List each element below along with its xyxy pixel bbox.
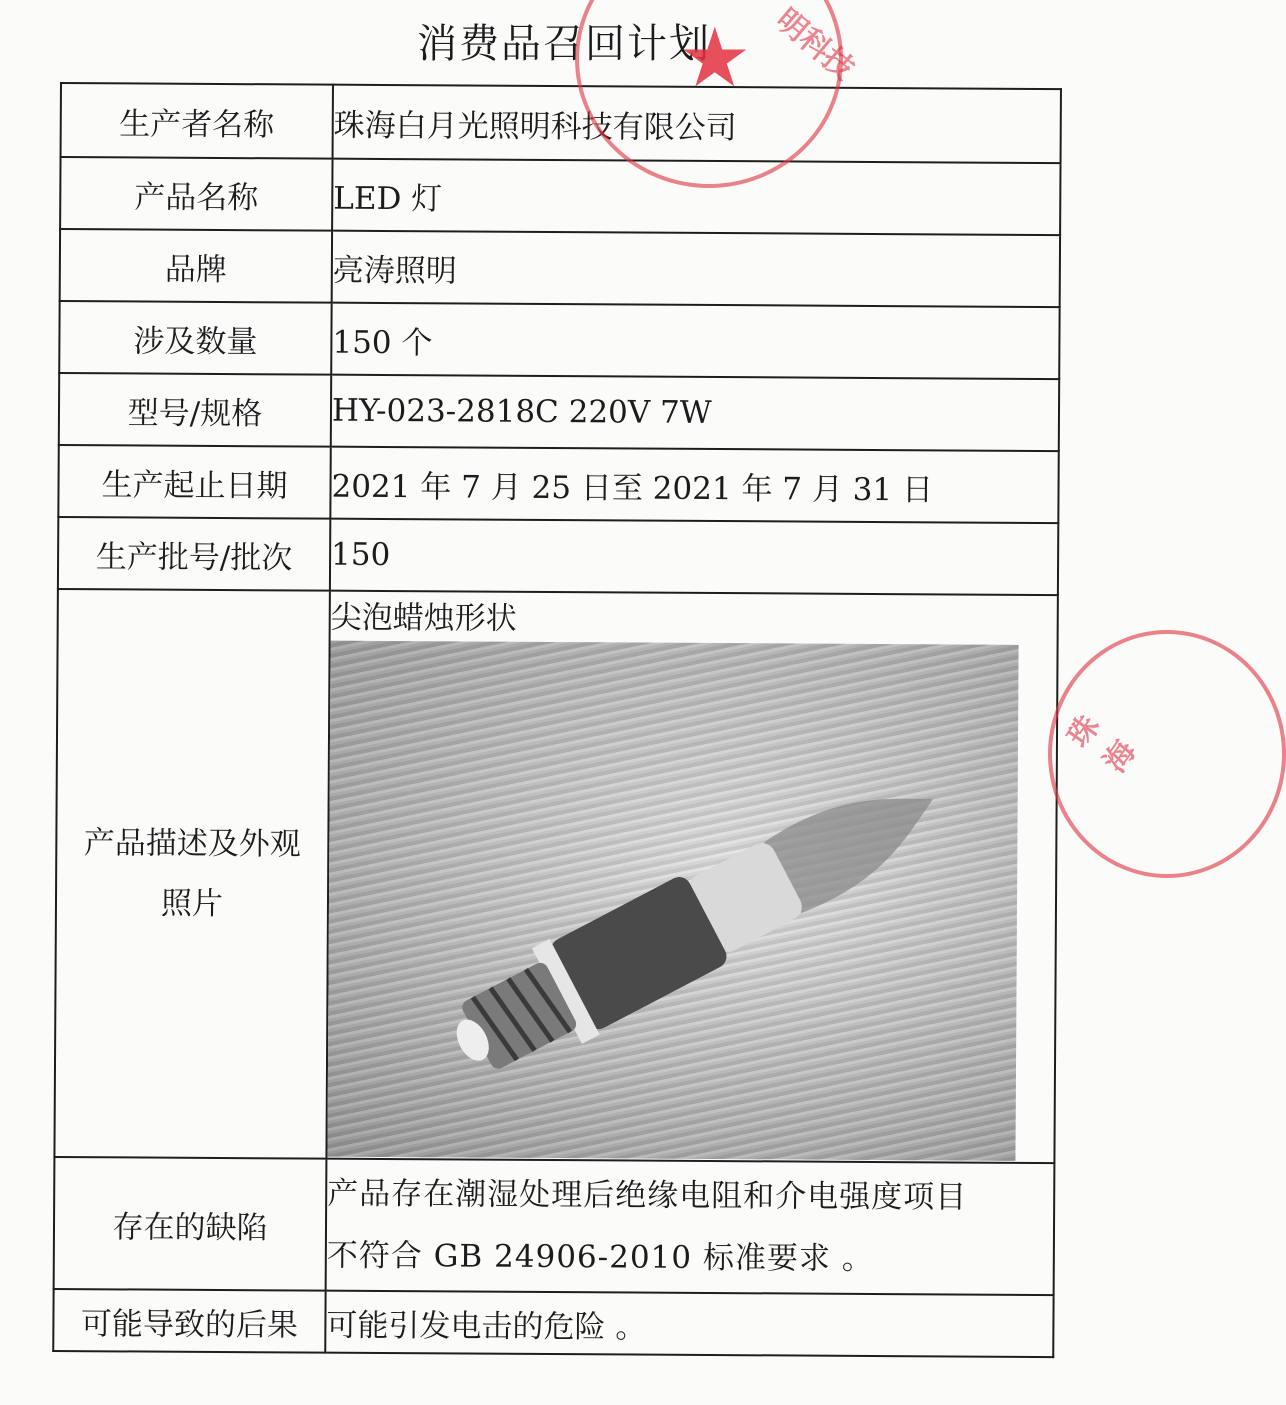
row-value-production-dates: 2021 年 7 月 25 日至 2021 年 7 月 31 日 <box>330 447 1058 523</box>
row-label-batch: 生产批号/批次 <box>58 517 330 591</box>
seal-text: 明科技 <box>769 2 861 88</box>
table-row <box>61 83 1061 163</box>
row-value-model: HY-023-2818C 220V 7W <box>331 375 1059 451</box>
row-value-brand: 亮涛照明 <box>332 231 1060 307</box>
table-row <box>59 301 1059 379</box>
candle-bulb-illustration <box>327 641 1018 1161</box>
row-label-producer: 生产者名称 <box>61 83 333 159</box>
row-label-description <box>54 589 329 1159</box>
row-value-consequence: 可能引发电击的危险 。 <box>325 1291 1053 1357</box>
row-label-quantity: 涉及数量 <box>59 301 331 375</box>
product-photo <box>327 641 1018 1161</box>
defect-line1: 产品存在潮湿处理后绝缘电阻和介电强度项目 <box>327 1175 968 1216</box>
row-label-production-dates: 生产起止日期 <box>58 445 330 519</box>
row-value-producer: 珠海白月光照明科技有限公司 <box>333 85 1061 163</box>
row-value-product-name: LED 灯 <box>332 159 1060 235</box>
row-label-defect: 存在的缺陷 <box>54 1157 327 1291</box>
table-row <box>60 157 1060 235</box>
row-label-product-name: 产品名称 <box>60 157 332 231</box>
row-value-batch: 150 <box>330 519 1058 595</box>
row-label-model: 型号/规格 <box>59 373 331 447</box>
seal-text-right: 珠海 <box>1061 709 1144 780</box>
description-label-line1: 产品描述及外观 <box>83 825 301 863</box>
table-row <box>54 589 1057 1163</box>
description-label-line2: 照片 <box>160 885 224 923</box>
photo-cell <box>326 591 1057 1163</box>
row-value-quantity: 150 个 <box>331 303 1059 379</box>
seal-star-icon: ★ <box>678 11 752 106</box>
table-row <box>58 517 1058 595</box>
red-seal-stamp-right <box>1048 630 1286 878</box>
table-row <box>60 229 1060 307</box>
photo-caption: 尖泡蜡烛形状 <box>330 599 517 637</box>
table-row <box>53 1289 1053 1357</box>
table-row <box>54 1157 1055 1295</box>
page-title: 消费品召回计划 <box>417 21 711 67</box>
row-label-consequence: 可能导致的后果 <box>53 1289 325 1353</box>
table-row <box>59 373 1059 451</box>
table-row <box>58 445 1058 523</box>
row-label-brand: 品牌 <box>60 229 332 303</box>
defect-line2: 不符合 GB 24906-2010 标准要求 。 <box>326 1237 874 1277</box>
row-value-defect <box>326 1159 1055 1295</box>
recall-table <box>52 82 1062 1358</box>
